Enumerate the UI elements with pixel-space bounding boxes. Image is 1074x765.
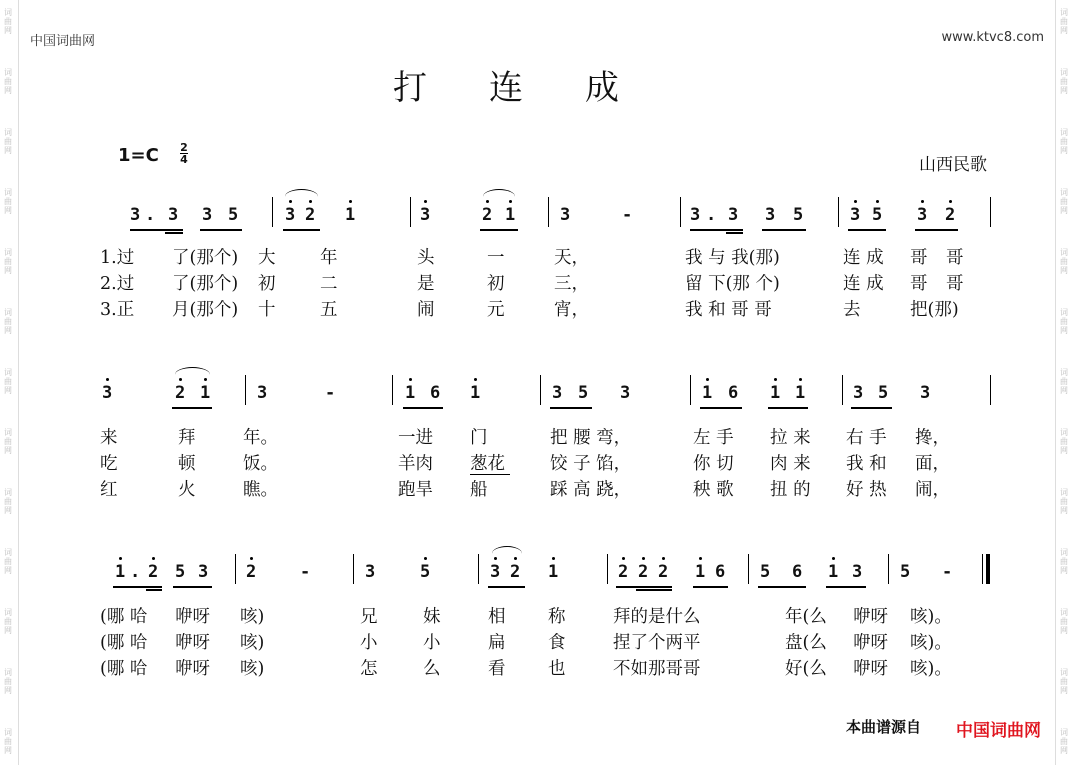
octave-dot — [119, 557, 122, 560]
beam-line — [403, 407, 443, 409]
barline — [353, 554, 354, 584]
lyric-row2: 船 — [470, 480, 488, 500]
lyric-row2: 跑旱 — [398, 480, 433, 500]
beam-line — [726, 232, 743, 234]
octave-dot — [642, 557, 645, 560]
watermark-text: 词 曲 网 — [1060, 8, 1068, 35]
watermark-text: 词 曲 网 — [4, 548, 12, 575]
note: 3 — [765, 205, 776, 225]
lyric-row3: 捏了个两平 — [613, 633, 701, 653]
lyric-row1: 初 — [258, 274, 276, 294]
note: 1 — [828, 562, 839, 582]
barline — [245, 375, 246, 405]
octave-dot — [349, 200, 352, 203]
note: 3 — [365, 562, 376, 582]
note: 1 — [470, 383, 481, 403]
barline — [548, 197, 549, 227]
barline — [272, 197, 273, 227]
lyric-row3: 盘(么 — [785, 633, 827, 653]
footer-site-name: 中国词曲网 — [956, 721, 1041, 741]
lyric-row1: 二 — [320, 274, 338, 294]
lyric-row3: 看 — [488, 659, 506, 679]
time-signature: 2 4 — [180, 141, 188, 166]
barline — [690, 375, 691, 405]
note: 5 — [900, 562, 911, 582]
lyric-row2: 火 — [178, 480, 196, 500]
lyric-row3: (哪 哈 — [100, 633, 148, 653]
lyric-row3: 食 — [548, 633, 566, 653]
note: 5 — [760, 562, 771, 582]
note: 3 — [198, 562, 209, 582]
lyric-row1: 元 — [487, 300, 505, 320]
note: 3 — [490, 562, 501, 582]
note: 1 — [548, 562, 559, 582]
note: 1 — [770, 383, 781, 403]
lyric-row3: 妹 — [423, 607, 441, 627]
lyric-row3: 咿呀 — [175, 659, 210, 679]
lyric-row3: 相 — [488, 607, 506, 627]
octave-dot — [152, 557, 155, 560]
barline — [410, 197, 411, 227]
lyric-row3: (哪 哈 — [100, 607, 148, 627]
lyric-row2: 吃 — [100, 454, 118, 474]
beam-line — [826, 586, 866, 588]
note: - — [622, 205, 633, 225]
lyric-row1: 我 和 哥 哥 — [685, 300, 772, 320]
lyric-row2: 你 切 — [693, 454, 734, 474]
beam-line — [146, 589, 162, 591]
lyric-row3: 也 — [548, 659, 566, 679]
note: - — [942, 562, 953, 582]
lyric-row3: 咿呀 — [175, 633, 210, 653]
note: 1 — [345, 205, 356, 225]
slur — [285, 189, 318, 204]
note: 3 — [620, 383, 631, 403]
lyric-row2: 红 — [100, 480, 118, 500]
lyric-row2: 拉 来 — [770, 428, 811, 448]
beam-line — [616, 586, 672, 588]
octave-dot — [474, 378, 477, 381]
lyric-row3: 怎 — [360, 659, 378, 679]
note: 3 — [285, 205, 296, 225]
note: 2 — [148, 562, 159, 582]
slur — [492, 546, 522, 561]
watermark-text: 词 曲 网 — [1060, 428, 1068, 455]
watermark-text: 词 曲 网 — [4, 608, 12, 635]
note: 1 — [795, 383, 806, 403]
watermark-text: 词 曲 网 — [1060, 728, 1068, 755]
lyric-row1: 大 — [258, 248, 276, 268]
beam-line — [200, 229, 242, 231]
lyric-row3: 不如那哥哥 — [613, 659, 701, 679]
watermark-text: 词 曲 网 — [1060, 68, 1068, 95]
note: 2 — [510, 562, 521, 582]
note: 3 — [917, 205, 928, 225]
beam-line — [488, 586, 525, 588]
lyric-row3: 小 — [360, 633, 378, 653]
watermark-text: 词 曲 网 — [1060, 548, 1068, 575]
octave-dot — [799, 378, 802, 381]
lyric-row1: 留 下(那 个) — [685, 274, 780, 294]
site-url-header: www.ktvc8.com — [941, 30, 1044, 45]
octave-dot — [949, 200, 952, 203]
lyric-row2: 闹， — [915, 480, 950, 500]
note: 3 — [102, 383, 113, 403]
barline — [540, 375, 541, 405]
lyric-row2: 饺 子 馅， — [550, 454, 632, 474]
lyric-row1: 初 — [487, 274, 505, 294]
beam-line — [915, 229, 958, 231]
beam-line — [768, 407, 808, 409]
lyric-row2: 顿 — [178, 454, 196, 474]
note: 2 — [482, 205, 493, 225]
watermark-text: 词 曲 网 — [1060, 128, 1068, 155]
note: . — [130, 562, 141, 582]
note: - — [300, 562, 311, 582]
lyric-row1: 月(那个) — [172, 300, 239, 320]
lyric-row3: 咿呀 — [853, 607, 888, 627]
lyric-underline — [470, 474, 510, 475]
watermark-text: 词 曲 网 — [1060, 308, 1068, 335]
lyric-row2: 扭 的 — [770, 480, 811, 500]
barline — [607, 554, 608, 584]
lyric-row1: 哥 — [910, 274, 928, 294]
watermark-text: 词 曲 网 — [1060, 488, 1068, 515]
watermark-text: 词 曲 网 — [4, 308, 12, 335]
note: 3 — [130, 205, 141, 225]
left-watermark-strip — [0, 0, 19, 765]
beam-line — [165, 232, 183, 234]
octave-dot — [662, 557, 665, 560]
lyric-row1: 三， — [554, 274, 589, 294]
note: 2 — [618, 562, 629, 582]
lyric-row3: 好(么 — [785, 659, 827, 679]
octave-dot — [622, 557, 625, 560]
barline — [392, 375, 393, 405]
site-name-header: 中国词曲网 — [30, 34, 96, 49]
lyric-row2: 门 — [470, 428, 488, 448]
beam-line — [700, 407, 742, 409]
slur — [483, 189, 515, 204]
lyric-row1: 了(那个) — [172, 274, 239, 294]
octave-dot — [106, 378, 109, 381]
note: 3 — [690, 205, 701, 225]
song-title: 打连成 — [393, 68, 681, 108]
watermark-text: 词 曲 网 — [1060, 368, 1068, 395]
lyric-row1: 天， — [554, 248, 589, 268]
lyric-row3: 兄 — [360, 607, 378, 627]
note: 6 — [728, 383, 739, 403]
lyric-row2: 来 — [100, 428, 118, 448]
lyric-row3: 咳)。 — [910, 659, 952, 679]
beam-line — [851, 407, 892, 409]
watermark-text: 词 曲 网 — [4, 8, 12, 35]
lyric-row2: 搀， — [915, 428, 950, 448]
right-watermark-strip — [1055, 0, 1074, 765]
lyric-row3: 咳) — [240, 633, 265, 653]
note: 2 — [305, 205, 316, 225]
note: 1 — [702, 383, 713, 403]
watermark-text: 词 曲 网 — [4, 428, 12, 455]
octave-dot — [424, 557, 427, 560]
note: 6 — [430, 383, 441, 403]
octave-dot — [552, 557, 555, 560]
lyric-row2: 拜 — [178, 428, 196, 448]
barline — [478, 554, 479, 584]
note: 5 — [872, 205, 883, 225]
lyric-row2: 肉 来 — [770, 454, 811, 474]
note: 3 — [420, 205, 431, 225]
barline — [990, 197, 991, 227]
watermark-text: 词 曲 网 — [4, 128, 12, 155]
watermark-text: 词 曲 网 — [4, 728, 12, 755]
lyric-row3: 扁 — [488, 633, 506, 653]
lyric-row1: 哥 — [946, 274, 964, 294]
song-origin: 山西民歌 — [919, 155, 987, 175]
note: . — [145, 205, 156, 225]
barline — [982, 554, 983, 584]
note: 2 — [638, 562, 649, 582]
lyric-row1: 2.过 — [100, 274, 135, 294]
note: 1 — [695, 562, 706, 582]
lyric-row3: 咳)。 — [910, 633, 952, 653]
octave-dot — [706, 378, 709, 381]
watermark-text: 词 曲 网 — [1060, 248, 1068, 275]
note: 2 — [945, 205, 956, 225]
lyric-row2: 把 腰 弯， — [550, 428, 632, 448]
lyric-row2: 葱花 — [470, 454, 505, 474]
octave-dot — [409, 378, 412, 381]
lyric-row2: 踩 高 跷， — [550, 480, 632, 500]
lyric-row3: 咳)。 — [910, 607, 952, 627]
watermark-text: 词 曲 网 — [1060, 608, 1068, 635]
barline — [838, 197, 839, 227]
note: 3 — [920, 383, 931, 403]
lyric-row1: 哥 — [946, 248, 964, 268]
beam-line — [173, 586, 212, 588]
beam-line — [762, 229, 806, 231]
slur — [175, 367, 210, 382]
barline — [888, 554, 889, 584]
note: 3 — [853, 383, 864, 403]
beam-line — [172, 407, 212, 409]
lyric-row1: 哥 — [910, 248, 928, 268]
octave-dot — [250, 557, 253, 560]
lyric-row3: 么 — [423, 659, 441, 679]
octave-dot — [876, 200, 879, 203]
lyric-row2: 右 手 — [846, 428, 887, 448]
lyric-row2: 我 和 — [846, 454, 887, 474]
watermark-text: 词 曲 网 — [1060, 668, 1068, 695]
beam-line — [636, 589, 672, 591]
lyric-row1: 1.过 — [100, 248, 135, 268]
note: 3 — [850, 205, 861, 225]
note: 6 — [715, 562, 726, 582]
note: 1 — [115, 562, 126, 582]
lyric-row2: 一进 — [398, 428, 433, 448]
beam-line — [848, 229, 886, 231]
note: 2 — [175, 383, 186, 403]
final-barline — [986, 554, 990, 584]
beam-line — [758, 586, 806, 588]
watermark-text: 词 曲 网 — [4, 488, 12, 515]
beam-line — [113, 586, 162, 588]
lyric-row2: 年。 — [243, 428, 278, 448]
lyric-row1: 十 — [258, 300, 276, 320]
lyric-row3: 咳) — [240, 607, 265, 627]
note: 2 — [246, 562, 257, 582]
note: 5 — [228, 205, 239, 225]
lyric-row2: 瞧。 — [243, 480, 278, 500]
watermark-text: 词 曲 网 — [1060, 188, 1068, 215]
note: 3 — [257, 383, 268, 403]
lyric-row3: 称 — [548, 607, 566, 627]
lyric-row1: 头 — [417, 248, 435, 268]
lyric-row2: 羊肉 — [398, 454, 433, 474]
lyric-row2: 面， — [915, 454, 950, 474]
lyric-row3: (哪 哈 — [100, 659, 148, 679]
octave-dot — [854, 200, 857, 203]
note: 6 — [792, 562, 803, 582]
barline — [680, 197, 681, 227]
lyric-row1: 五 — [320, 300, 338, 320]
note: 1 — [505, 205, 516, 225]
lyric-row2: 饭。 — [243, 454, 278, 474]
footer-source-label: 本曲谱源自 — [846, 718, 922, 736]
beam-line — [550, 407, 592, 409]
watermark-text: 词 曲 网 — [4, 668, 12, 695]
note: . — [706, 205, 717, 225]
octave-dot — [832, 557, 835, 560]
lyric-row3: 咿呀 — [175, 607, 210, 627]
watermark-text: 词 曲 网 — [4, 68, 12, 95]
lyric-row1: 连 成 — [843, 248, 884, 268]
note: 3 — [202, 205, 213, 225]
lyric-row1: 连 成 — [843, 274, 884, 294]
note: 5 — [175, 562, 186, 582]
lyric-row2: 秧 歌 — [693, 480, 734, 500]
note: - — [325, 383, 336, 403]
lyric-row3: 小 — [423, 633, 441, 653]
lyric-row1: 宵， — [554, 300, 589, 320]
lyric-row3: 年(么 — [785, 607, 827, 627]
note: 5 — [420, 562, 431, 582]
lyric-row3: 拜的是什么 — [613, 607, 701, 627]
barline — [842, 375, 843, 405]
lyric-row2: 左 手 — [693, 428, 734, 448]
lyric-row3: 咿呀 — [853, 659, 888, 679]
lyric-row1: 年 — [320, 248, 338, 268]
lyric-row3: 咳) — [240, 659, 265, 679]
note: 3 — [560, 205, 571, 225]
octave-dot — [424, 200, 427, 203]
key-signature: 1=C — [118, 145, 159, 166]
note: 5 — [578, 383, 589, 403]
note: 2 — [658, 562, 669, 582]
octave-dot — [774, 378, 777, 381]
note: 1 — [200, 383, 211, 403]
lyric-row2: 好 热 — [846, 480, 887, 500]
barline — [748, 554, 749, 584]
watermark-text: 词 曲 网 — [4, 368, 12, 395]
beam-line — [480, 229, 518, 231]
barline — [235, 554, 236, 584]
lyric-row1: 一 — [487, 248, 505, 268]
note: 3 — [552, 383, 563, 403]
lyric-row3: 咿呀 — [853, 633, 888, 653]
note: 5 — [878, 383, 889, 403]
note: 3 — [168, 205, 179, 225]
lyric-row1: 我 与 我(那) — [685, 248, 780, 268]
watermark-text: 词 曲 网 — [4, 188, 12, 215]
lyric-row1: 3.正 — [100, 300, 135, 320]
watermark-text: 词 曲 网 — [4, 248, 12, 275]
note: 1 — [405, 383, 416, 403]
lyric-row1: 把(那) — [910, 300, 959, 320]
barline — [990, 375, 991, 405]
lyric-row1: 是 — [417, 274, 435, 294]
note: 3 — [728, 205, 739, 225]
note: 3 — [852, 562, 863, 582]
beam-line — [283, 229, 320, 231]
beam-line — [693, 586, 728, 588]
beam-line — [690, 229, 743, 231]
lyric-row1: 去 — [843, 300, 861, 320]
note: 5 — [793, 205, 804, 225]
octave-dot — [699, 557, 702, 560]
lyric-row1: 了(那个) — [172, 248, 239, 268]
lyric-row1: 闹 — [417, 300, 435, 320]
beam-line — [130, 229, 183, 231]
octave-dot — [921, 200, 924, 203]
